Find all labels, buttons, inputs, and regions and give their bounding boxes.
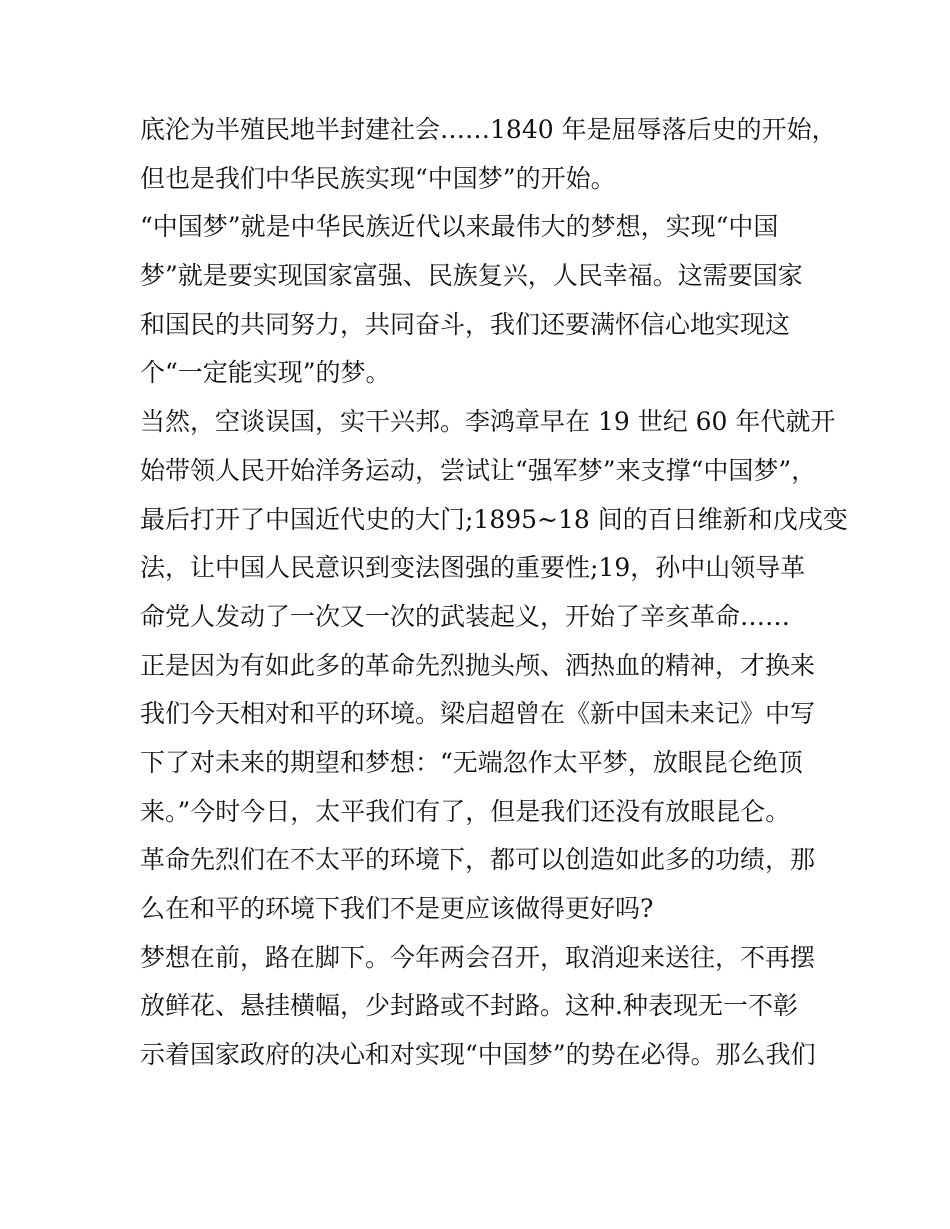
text-line: 个“一定能实现”的梦。	[140, 358, 391, 388]
text-line: 最后打开了中国近代史的大门;1895~18 间的百日维新和戊戌变	[140, 504, 848, 534]
text-line: 么在和平的环境下我们不是更应该做得更好吗?	[140, 894, 654, 923]
text-line: 梦”就是要实现国家富强、民族复兴，人民幸福。这需要国家	[140, 261, 803, 291]
text-line: 底沦为半殖民地半封建社会……1840 年是屈辱落后史的开始，	[140, 115, 837, 144]
text-line: “中国梦”就是中华民族近代以来最伟大的梦想，实现“中国	[140, 212, 779, 242]
text-line: 革命先烈们在不太平的环境下，都可以创造如此多的功绩，那	[140, 845, 816, 875]
text-line: 来。”今时今日，太平我们有了，但是我们还没有放眼昆仑。	[140, 796, 791, 826]
text-line: 但也是我们中华民族实现“中国梦”的开始。	[140, 163, 616, 193]
text-line: 梦想在前，路在脚下。今年两会召开，取消迎来送往，不再摆	[140, 942, 816, 972]
text-line: 示着国家政府的决心和对实现“中国梦”的势在必得。那么我们	[140, 1040, 816, 1070]
text-line: 放鲜花、悬挂横幅，少封路或不封路。这种.种表现无一不彰	[140, 991, 798, 1021]
text-line: 和国民的共同努力，共同奋斗，我们还要满怀信心地实现这	[140, 309, 791, 339]
body-text	[140, 106, 848, 1080]
text-line: 下了对未来的期望和梦想：“无端忽作太平梦，放眼昆仑绝顶	[140, 747, 803, 777]
text-line: 命党人发动了一次又一次的武装起义，开始了辛亥革命……	[140, 601, 791, 631]
text-line: 正是因为有如此多的革命先烈抛头颅、洒热血的精神，才换来	[140, 650, 816, 680]
text-line: 我们今天相对和平的环境。梁启超曾在《新中国未来记》中写	[140, 699, 816, 729]
text-line: 法，让中国人民意识到变法图强的重要性;19，孙中山领导革	[140, 553, 806, 583]
text-line: 始带领人民开始洋务运动，尝试让“强军梦”来支撑“中国梦”，	[140, 455, 817, 485]
text-line: 当然，空谈误国，实干兴邦。李鸿章早在 19 世纪 60 年代就开	[140, 407, 836, 437]
